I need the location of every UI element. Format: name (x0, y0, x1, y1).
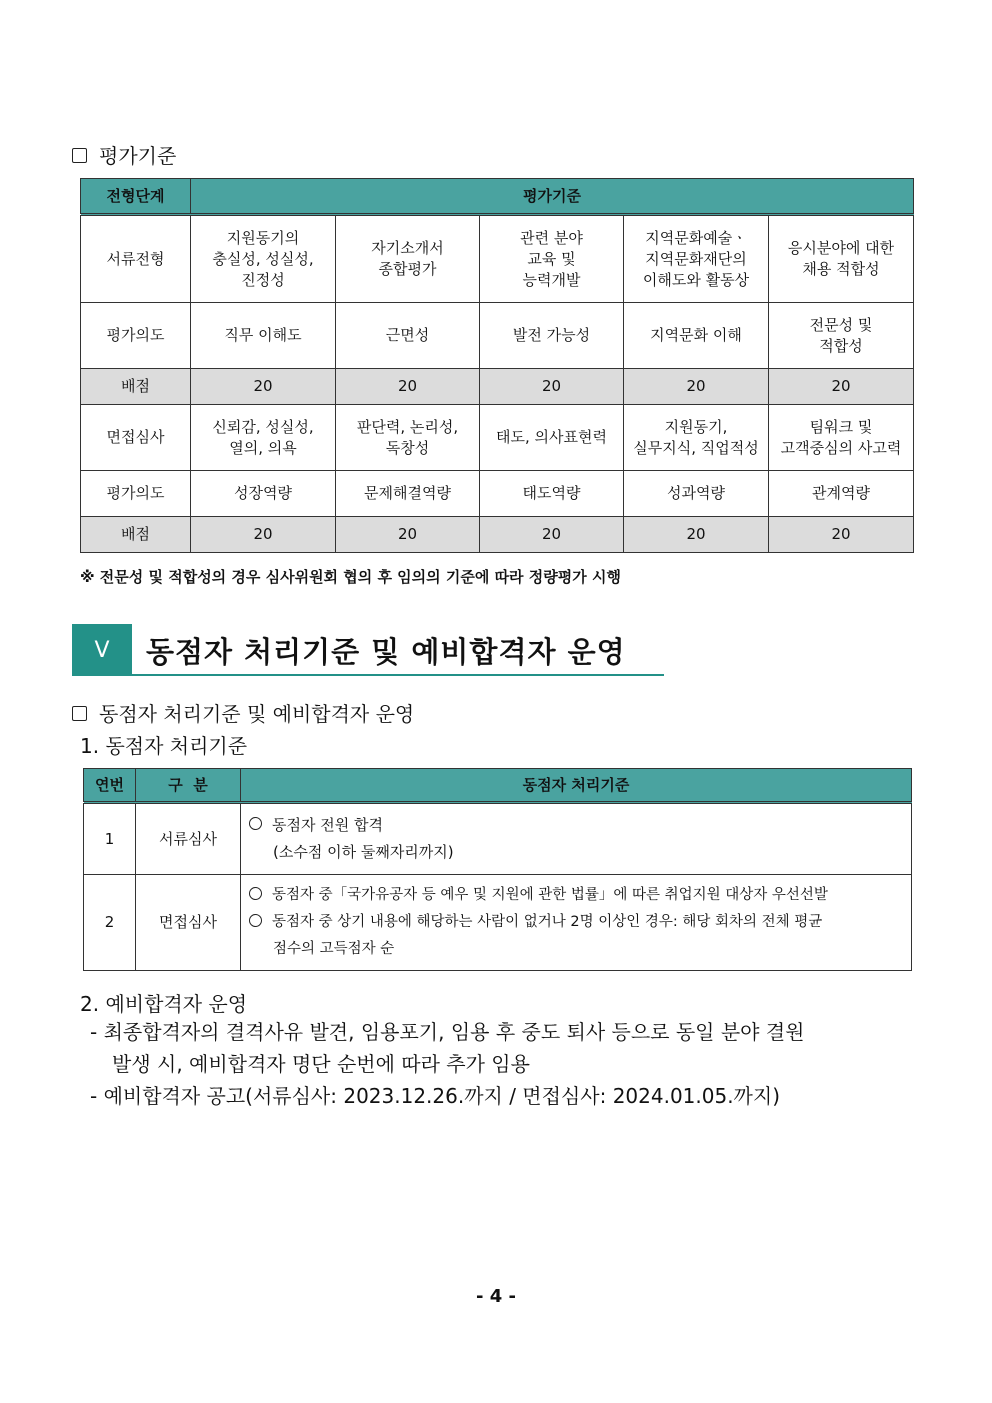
table-cell: 성과역량 (624, 471, 769, 517)
header-type: 구 분 (136, 769, 241, 803)
criteria-heading: 평가기준 (72, 140, 176, 169)
section-number-badge: V (72, 624, 132, 676)
table-cell: 지원동기의 충실성, 성실성, 진정성 (191, 215, 336, 303)
table-row (84, 875, 912, 971)
table-cell: 20 (336, 517, 480, 553)
table-cell: 문제해결역량 (336, 471, 480, 517)
row-rule: 동점자 중「국가유공자 등 예우 및 지원에 관한 법률」에 따른 취업지원 대상자 우선선발 동점자 중 상기 내용에 해당하는 사람이 없거나 2명 이상인 경우: 해당 회차의 전체 평균 점수의 고득점자 순 (241, 875, 912, 971)
circle-bullet-icon (249, 887, 262, 900)
item2-title: 2. 예비합격자 운영 (80, 992, 248, 1016)
bullet-line: - 최종합격자의 결격사유 발견, 임용포기, 임용 후 중도 퇴사 등으로 동일 분야 결원 (90, 1020, 805, 1044)
table-row (81, 369, 914, 405)
row-label: 서류전형 (81, 215, 191, 303)
table-cell: 관련 분야 교육 및 능력개발 (480, 215, 624, 303)
table-row (81, 471, 914, 517)
table-cell: 20 (191, 369, 336, 405)
row-label: 면접심사 (81, 405, 191, 471)
table-row (81, 405, 914, 471)
table-cell: 20 (624, 517, 769, 553)
square-bullet-icon (72, 148, 87, 163)
bullet-line: - 예비합격자 공고(서류심사: 2023.12.26.까지 / 면접심사: 2024.01.05.까지) (90, 1084, 780, 1108)
table-cell: 발전 가능성 (480, 303, 624, 369)
table-cell: 관계역량 (769, 471, 914, 517)
row-type: 서류심사 (136, 803, 241, 875)
tie-table-header (84, 769, 912, 803)
row-label: 배점 (81, 369, 191, 405)
table-cell: 20 (336, 369, 480, 405)
table-cell: 자기소개서 종합평가 (336, 215, 480, 303)
table-cell: 팀워크 및 고객중심의 사고력 (769, 405, 914, 471)
table-row (81, 215, 914, 303)
row-no: 1 (84, 803, 136, 875)
table-cell: 근면성 (336, 303, 480, 369)
table-cell: 20 (769, 517, 914, 553)
row-label: 평가의도 (81, 471, 191, 517)
square-bullet-icon (72, 706, 87, 721)
criteria-table-header (81, 179, 914, 215)
criteria-table (80, 178, 914, 553)
header-no: 연번 (84, 769, 136, 803)
section-underline (72, 674, 664, 676)
table-cell: 지역문화 이해 (624, 303, 769, 369)
criteria-note: ※ 전문성 및 적합성의 경우 심사위원회 협의 후 임의의 기준에 따라 정량평가 시행 (80, 568, 621, 586)
circle-bullet-icon (249, 817, 262, 830)
header-stage: 전형단계 (81, 179, 191, 215)
table-cell: 20 (480, 517, 624, 553)
row-rule: 동점자 전원 합격 (소수점 이하 둘째자리까지) (241, 803, 912, 875)
table-cell: 직무 이해도 (191, 303, 336, 369)
section-title: 동점자 처리기준 및 예비합격자 운영 (146, 635, 626, 669)
row-type: 면접심사 (136, 875, 241, 971)
table-cell: 태도, 의사표현력 (480, 405, 624, 471)
row-label: 평가의도 (81, 303, 191, 369)
circle-bullet-icon (249, 914, 262, 927)
header-criteria: 평가기준 (191, 179, 914, 215)
table-cell: 20 (191, 517, 336, 553)
row-no: 2 (84, 875, 136, 971)
tie-table (83, 768, 912, 971)
table-row (81, 517, 914, 553)
table-cell: 성장역량 (191, 471, 336, 517)
table-cell: 전문성 및 적합성 (769, 303, 914, 369)
table-cell: 지역문화예술ㆍ 지역문화재단의 이해도와 활동상 (624, 215, 769, 303)
bullet-line-cont: 발생 시, 예비합격자 명단 순번에 따라 추가 임용 (112, 1052, 530, 1076)
row-label: 배점 (81, 517, 191, 553)
table-cell: 20 (624, 369, 769, 405)
table-cell: 20 (769, 369, 914, 405)
table-cell: 판단력, 논리성, 독창성 (336, 405, 480, 471)
table-row (81, 303, 914, 369)
table-cell: 지원동기, 실무지식, 직업적성 (624, 405, 769, 471)
table-row (84, 803, 912, 875)
table-cell: 신뢰감, 성실성, 열의, 의욕 (191, 405, 336, 471)
item1-title: 1. 동점자 처리기준 (80, 734, 248, 758)
table-cell: 태도역량 (480, 471, 624, 517)
header-rule: 동점자 처리기준 (241, 769, 912, 803)
table-cell: 응시분야에 대한 채용 적합성 (769, 215, 914, 303)
tie-subheading: 동점자 처리기준 및 예비합격자 운영 (72, 698, 414, 727)
table-cell: 20 (480, 369, 624, 405)
page-number: - 4 - (476, 1286, 516, 1307)
